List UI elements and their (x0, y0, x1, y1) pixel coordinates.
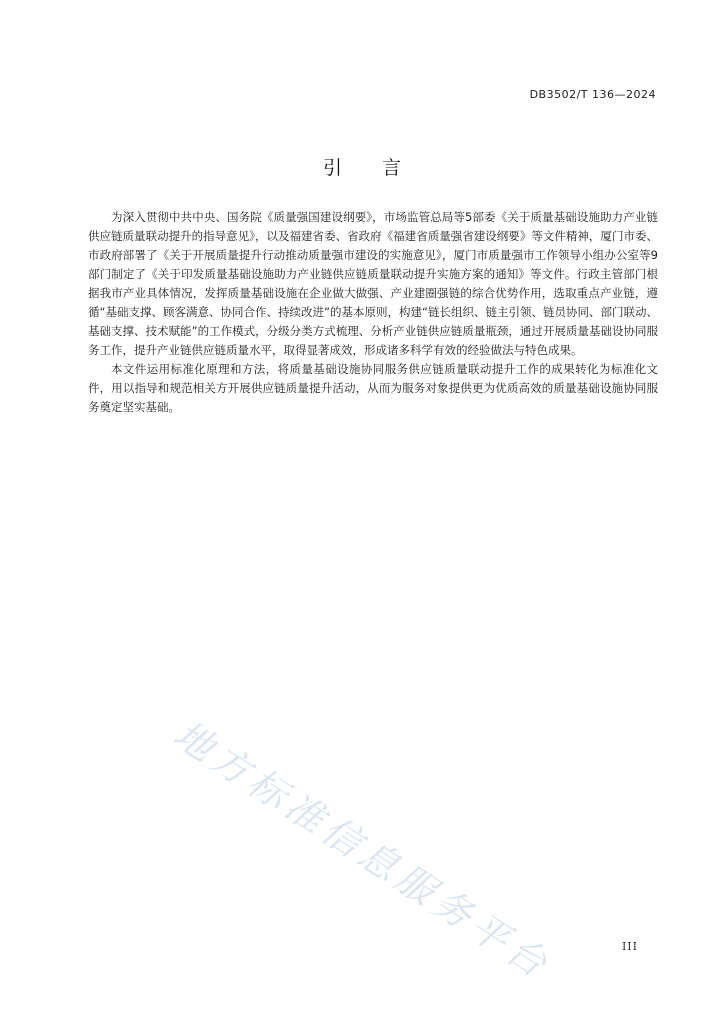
page-title: 引言 (322, 157, 441, 179)
page-number: III (621, 940, 638, 953)
body-text (88, 208, 658, 417)
paragraph-1: 为深入贯彻中共中央、国务院《质量强国建设纲要》，市场监管总局等5部委《关于质量基础设施助力产业链供应链质量联动提升的指导意见》，以及福建省委、省政府《福建省质量强省建设纲要》等文件精神，厦门市委、市政府部署了《关于开展质量提升行动推动质量强市建设的实施意见》，厦门市质量强市工作领导小组办公室等9部门制定了《关于印发质量基础设施助力产业链供应链质量联动提升实施方案的通知》等文件。行政主管部门根据我市产业具体情况，发挥质量基础设施在企业做大做强、产业建圈强链的综合优势作用，选取重点产业链，遵循“基础支撑、顾客满意、协同合作、持续改进”的基本原则，构建“链长组织、链主引领、链员协同、部门联动、基础支撑、技术赋能”的工作模式，分级分类方式梳理、分析产业链供应链质量瓶颈，通过开展质量基础设协同服务工作，提升产业链供应链质量水平，取得显著成效，形成诸多科学有效的经验做法与特色成果。 (88, 210, 658, 357)
watermark: 地方标准信息服务平台 (166, 711, 560, 989)
document-number: DB3502/T 136—2024 (529, 88, 656, 101)
paragraph-2: 本文件运用标准化原理和方法，将质量基础设施协同服务供应链质量联动提升工作的成果转化为标准化文件，用以指导和规范相关方开展供应链质量提升活动，从而为服务对象提供更为优质高效的质量基础设施协同服务奠定坚实基础。 (88, 362, 658, 414)
